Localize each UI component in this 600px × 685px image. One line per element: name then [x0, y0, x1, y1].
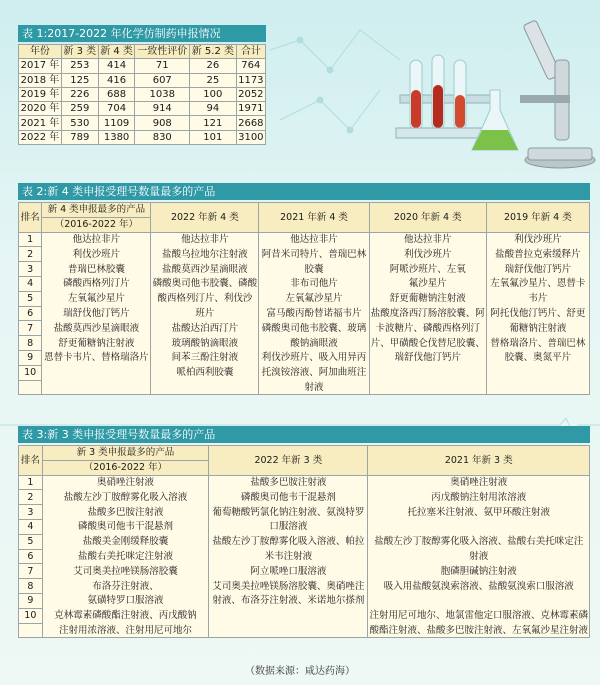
- rank-cell: 9: [19, 593, 43, 608]
- table-cell: [42, 365, 151, 380]
- table-cell: 普瑞巴林胶囊: [42, 262, 151, 277]
- table-cell: 瑞舒伐他汀钙片: [369, 350, 486, 365]
- table-row: [19, 608, 590, 623]
- table-cell: 1038: [135, 87, 190, 101]
- header-cell: 年份: [19, 45, 62, 59]
- table-cell: 间苯三酚注射液: [151, 350, 259, 365]
- table-cell: 259: [61, 102, 98, 116]
- table-row: [19, 564, 590, 579]
- table-cell: 磷酸奥司他韦干混悬剂: [42, 519, 208, 534]
- table-cell: 盐酸多巴胺注射液: [42, 505, 208, 520]
- table-cell: 764: [236, 59, 265, 73]
- table-cell: 阿立哌唑口服溶液: [209, 564, 368, 579]
- rank-cell: 5: [19, 534, 43, 549]
- table-cell: 1109: [98, 116, 135, 130]
- table-row: [19, 534, 590, 549]
- table-cell: 830: [135, 130, 190, 144]
- table-cell: [209, 608, 368, 623]
- table-cell: 530: [61, 116, 98, 130]
- table3-new-class3-products: [18, 445, 590, 638]
- table-row: [19, 336, 590, 351]
- table-cell: 盐酸达泊西汀片: [151, 321, 259, 336]
- rank-cell: 6: [19, 306, 42, 321]
- rank-cell: 8: [19, 579, 43, 594]
- table-row: [19, 116, 266, 130]
- table1-title: 表 1:2017-2022 年化学仿制药申报情况: [18, 25, 266, 42]
- table-cell: 914: [135, 102, 190, 116]
- table-cell: 注射用浓溶液、注射用尼可地尔: [42, 623, 208, 638]
- data-source-note: （数据来源：咸达药海）: [245, 666, 355, 677]
- table-cell: 哌柏西利胶囊: [151, 365, 259, 380]
- table-row: [19, 519, 590, 534]
- rank-cell: 2: [19, 247, 42, 262]
- table-cell: [486, 380, 589, 395]
- table-cell: 2018 年: [19, 73, 62, 87]
- table-cell: 704: [98, 102, 135, 116]
- header-cell: 新 5.2 类: [190, 45, 237, 59]
- table-cell: 卡波糖片、磷酸西格列汀: [369, 321, 486, 336]
- table-cell: 舒更葡糖钠注射液: [369, 291, 486, 306]
- table-cell: 磷酸奥司他韦胶囊、磷酸: [152, 278, 258, 290]
- table-cell: 789: [61, 130, 98, 144]
- table-cell: 2017 年: [19, 59, 62, 73]
- table-cell: 125: [61, 73, 98, 87]
- header-cell: 2021 年新 3 类: [368, 446, 590, 476]
- table-cell: 米韦注射液: [209, 549, 368, 564]
- rank-cell: 3: [19, 262, 42, 277]
- rank-cell: 6: [19, 549, 43, 564]
- table-row: [19, 380, 590, 395]
- table-cell: 盐酸多巴胺注射液: [209, 475, 368, 490]
- table-cell: 玻璃酸钠滴眼液: [151, 336, 259, 351]
- table-cell: 盐酸普拉克索缓释片: [486, 247, 589, 262]
- table-header-row: [19, 45, 266, 59]
- header-cell: 2019 年新 4 类: [486, 203, 589, 233]
- table-cell: 左氧氟沙星片: [259, 291, 369, 306]
- table-row: [19, 350, 590, 365]
- rank-cell: 9: [19, 350, 42, 365]
- rank-cell: 4: [19, 519, 43, 534]
- table-cell: 416: [98, 73, 135, 87]
- table-cell: 利伐沙班片、吸入用异丙: [259, 350, 369, 365]
- table-cell: 607: [135, 73, 190, 87]
- header-cell: 2022 年新 3 类: [209, 446, 368, 476]
- table-cell: 磷酸奥司他韦胶囊、玻璃: [259, 321, 369, 336]
- table-cell: 酸西格列汀片、利伐沙: [151, 291, 259, 306]
- table-cell: 左氧氟沙星片、恩替卡: [486, 276, 589, 291]
- table-cell: 班片: [151, 306, 259, 321]
- table-cell: 射液、布洛芬注射液、米诺地尔搽剂: [209, 593, 368, 608]
- table-cell: 左氧氟沙星片: [42, 291, 151, 306]
- table-cell: 替格瑞洛片、普瑞巴林: [486, 336, 589, 351]
- table-cell: 226: [61, 87, 98, 101]
- table2-title: 表 2:新 4 类申报受理号数量最多的产品: [18, 183, 590, 200]
- table-cell: 2052: [238, 89, 264, 101]
- table-cell: [486, 365, 589, 380]
- rank-cell: 7: [19, 564, 43, 579]
- table-row: [19, 593, 590, 608]
- header-cell: 2022 年新 4 类: [151, 203, 259, 233]
- table-cell: 2668: [238, 117, 264, 129]
- table-row: [19, 291, 590, 306]
- table2-new-class4-products: [18, 202, 590, 395]
- rank-cell: 5: [19, 291, 42, 306]
- table-cell: 阿托伐他汀钙片、舒更: [486, 306, 589, 321]
- table-row: [19, 73, 266, 87]
- header-cell: 2021 年新 4 类: [259, 203, 369, 233]
- table-cell: 胶囊、奥氮平片: [486, 350, 589, 365]
- table-cell: 1380: [98, 130, 135, 144]
- table-cell: 1971: [238, 103, 264, 115]
- laboratory-illustration: [360, 0, 600, 175]
- table-cell: 酸酯注射液、盐酸多巴胺注射液、左氧氟沙星注射液: [368, 623, 590, 638]
- table-row: [19, 59, 266, 73]
- table-row: [19, 87, 266, 101]
- rank-cell: [19, 380, 42, 395]
- table-cell: 71: [135, 59, 190, 73]
- table-cell: 1173: [238, 74, 264, 86]
- table-cell: 奥硝唑注射液: [42, 475, 208, 490]
- table-cell: 26: [190, 59, 237, 73]
- table-row: [19, 475, 590, 490]
- table-row: [19, 579, 590, 594]
- table-cell: 2022 年: [19, 130, 62, 144]
- table-row: [19, 262, 590, 277]
- rank-cell: 10: [19, 608, 43, 623]
- table-cell: 2019 年: [19, 87, 62, 101]
- table-row: [19, 365, 590, 380]
- header-cell: 新 3 类: [61, 45, 98, 59]
- table-cell: 氟沙星片: [369, 276, 486, 291]
- table-row: [19, 490, 590, 505]
- header-cell: 合计: [236, 45, 265, 59]
- table-cell: 非布司他片: [259, 276, 369, 291]
- table-cell: 氨磺特罗口服溶液: [42, 593, 208, 608]
- table-cell: 胶囊: [259, 262, 369, 277]
- table-cell: 121: [190, 116, 237, 130]
- rank-cell: 4: [19, 276, 42, 291]
- table-cell: 胞磷胆碱钠注射液: [368, 564, 590, 579]
- table-row: [19, 276, 590, 291]
- table-cell: 414: [98, 59, 135, 73]
- table-header-row: [19, 446, 590, 461]
- table-cell: 葡萄糖酸钙氯化钠注射液、氨溴特罗: [209, 505, 368, 520]
- table-cell: 2021 年: [19, 116, 62, 130]
- table-cell: 韦片: [486, 291, 589, 306]
- table-cell: 盐酸左沙丁胺醇雾化吸入溶液: [42, 490, 208, 505]
- table-cell: [368, 519, 590, 534]
- table-cell: 盐酸莫西沙星滴眼液: [151, 262, 259, 277]
- table-row: [19, 623, 590, 638]
- table-cell: 瑞舒伐他汀钙片: [486, 262, 589, 277]
- table-cell: 他达拉非片: [151, 232, 259, 247]
- header-cell: 2020 年新 4 类: [369, 203, 486, 233]
- table-cell: 利伐沙班片: [42, 247, 151, 262]
- rank-cell: 3: [19, 505, 43, 520]
- table-row: [19, 549, 590, 564]
- rank-cell: 7: [19, 321, 42, 336]
- table-cell: 舒更葡糖钠注射液: [42, 336, 151, 351]
- table-cell: 托溴铵溶液、阿加曲班注: [259, 365, 369, 380]
- table-cell: [42, 380, 151, 395]
- rank-cell: 1: [19, 475, 43, 490]
- table-cell: 盐酸乌拉地尔注射液: [151, 247, 259, 262]
- table-cell: 盐酸莫西沙星滴眼液: [42, 321, 151, 336]
- table-cell: 丙戊酸钠注射用浓溶液: [368, 490, 590, 505]
- header-cell: 排名: [19, 203, 42, 233]
- table-cell: 908: [135, 116, 190, 130]
- header-cell-sub: （2016-2022 年）: [42, 217, 151, 232]
- table-cell: 艾司奥美拉唑镁肠溶胶囊: [42, 564, 208, 579]
- table-cell: 恩替卡韦片、替格瑞洛片: [42, 350, 151, 365]
- table-cell: [369, 365, 486, 380]
- table-cell: 688: [98, 87, 135, 101]
- table-cell: 射液: [368, 549, 590, 564]
- table-cell: [369, 380, 486, 395]
- table-cell: 射液: [259, 380, 369, 395]
- table-cell: 瑞舒伐他汀钙片: [42, 306, 151, 321]
- table-cell: 利伐沙班片: [369, 247, 486, 262]
- table-cell: 100: [190, 87, 237, 101]
- rank-cell: 2: [19, 490, 43, 505]
- table-row: [19, 247, 590, 262]
- table-cell: 253: [61, 59, 98, 73]
- header-cell: 新 3 类申报最多的产品: [42, 446, 208, 461]
- table-cell: 他达拉非片: [42, 232, 151, 247]
- microscope-icon: [520, 20, 595, 168]
- table-row: [19, 232, 590, 247]
- table-cell: 3100: [238, 131, 264, 143]
- table-cell: 94: [190, 102, 237, 116]
- rank-cell: [19, 623, 43, 638]
- rank-cell: 10: [19, 365, 42, 380]
- table-cell: 片、甲磺酸仑伐替尼胶囊、: [370, 337, 485, 349]
- table-cell: 盐酸左沙丁胺醇雾化吸入溶液、盐酸右美托咪定注: [368, 534, 590, 549]
- table-cell: 他达拉非片: [369, 232, 486, 247]
- table-cell: 口服溶液: [209, 519, 368, 534]
- table-cell: 富马酸丙酚替诺福韦片: [259, 306, 369, 321]
- table-cell: 盐酸美金刚缓释胶囊: [42, 534, 208, 549]
- table-cell: 2020 年: [19, 102, 62, 116]
- table-header-row: [19, 203, 590, 218]
- table1-annual-filings: [18, 44, 266, 145]
- table-cell: 盐酸右美托咪定注射液: [42, 549, 208, 564]
- table-cell: [151, 380, 259, 395]
- header-cell: 新 4 类: [98, 45, 135, 59]
- table-row: [19, 321, 590, 336]
- table-cell: 艾司奥美拉唑镁肠溶胶囊、奥硝唑注: [209, 579, 368, 594]
- rank-cell: 1: [19, 232, 42, 247]
- table-row: [19, 306, 590, 321]
- table-cell: 他达拉非片: [259, 232, 369, 247]
- table-cell: 奥硝唑注射液: [368, 475, 590, 490]
- table-cell: 阿哌沙班片、左氧: [369, 262, 486, 277]
- header-cell-sub: （2016-2022 年）: [42, 460, 208, 475]
- table-cell: 盐酸度洛西汀肠溶胶囊、阿: [370, 307, 485, 319]
- table-cell: [209, 623, 368, 638]
- table-cell: 布洛芬注射液、: [42, 579, 208, 594]
- table-row: [19, 505, 590, 520]
- table3-title: 表 3:新 3 类申报受理号数量最多的产品: [18, 426, 590, 443]
- table-row: [19, 102, 266, 116]
- header-cell: 排名: [19, 446, 43, 476]
- table-cell: 葡糖钠注射液: [486, 321, 589, 336]
- table-cell: 磷酸西格列汀片: [42, 276, 151, 291]
- table-cell: 托拉塞米注射液、氨甲环酸注射液: [368, 505, 590, 520]
- table-cell: 酸钠滴眼液: [259, 336, 369, 351]
- table-cell: 克林霉素磷酸酯注射液、丙戊酸钠: [42, 608, 208, 623]
- table-cell: 磷酸奥司他韦干混悬剂: [209, 490, 368, 505]
- table-cell: 101: [190, 130, 237, 144]
- rank-cell: 8: [19, 336, 42, 351]
- test-tube-rack-icon: [396, 55, 494, 138]
- table-cell: 盐酸左沙丁胺醇雾化吸入溶液、帕拉: [209, 534, 368, 549]
- table-cell: 利伐沙班片: [486, 232, 589, 247]
- header-cell: 新 4 类申报最多的产品: [42, 203, 151, 218]
- table-cell: 25: [190, 73, 237, 87]
- table-cell: [368, 593, 590, 608]
- table-cell: 注射用尼可地尔、地氯雷他定口服溶液、克林霉素磷: [369, 610, 588, 622]
- table-cell: 吸入用盐酸氨溴索溶液、盐酸氨溴索口服溶液: [368, 579, 590, 594]
- header-cell: 一致性评价: [135, 45, 190, 59]
- table-row: [19, 130, 266, 144]
- table-cell: 阿昔米司特片、普瑞巴林: [259, 247, 369, 262]
